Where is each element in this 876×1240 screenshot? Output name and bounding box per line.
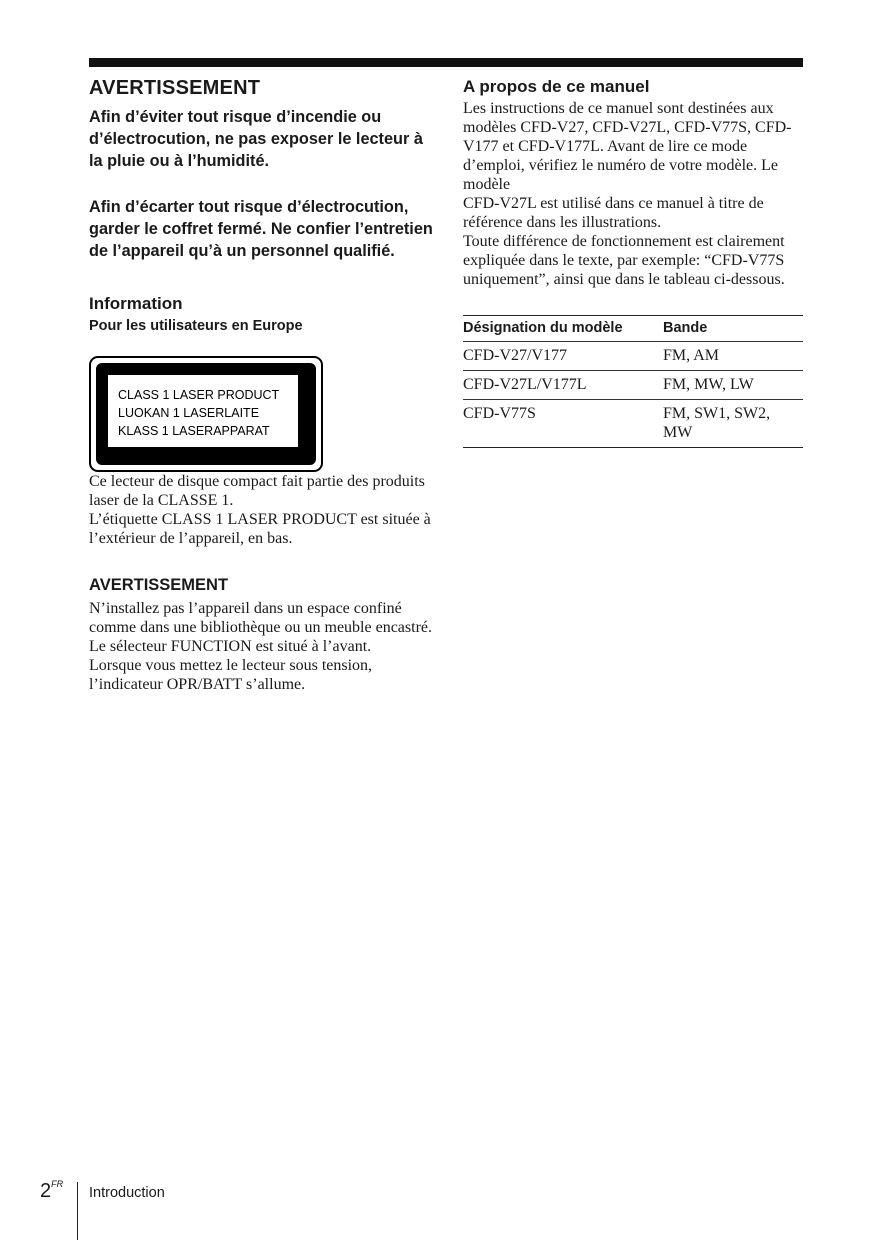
page-number-value: 2 (40, 1180, 52, 1202)
laser-label-line: KLASS 1 LASERAPPARAT (118, 424, 270, 438)
table-row (463, 371, 803, 400)
laser-product-label (89, 356, 323, 472)
table-cell-model: CFD-V27L/V177L (463, 371, 663, 400)
warning-text-electrocution: Afin d’écarter tout risque d’électrocution, garder le coffret fermé. Ne confier l’entretien de l’appareil qu’à un personnel qualifié. (89, 198, 433, 260)
table-cell-model: CFD-V77S (463, 400, 663, 448)
information-subtitle: Pour les utilisateurs en Europe (89, 318, 303, 334)
opr-batt-paragraph: Lorsque vous mettez le lecteur sous tension, l’indicateur OPR/BATT s’allume. (89, 657, 373, 693)
laser-paragraph: Ce lecteur de disque compact fait partie des produits laser de la CLASSE 1. (89, 473, 425, 509)
warning-title-installation: AVERTISSEMENT (89, 576, 229, 594)
installation-warning-text: N’installez pas l’appareil dans un espace confiné comme dans une bibliothèque ou un meuble encastré. (89, 600, 433, 636)
table-cell-band: FM, AM (663, 342, 803, 371)
table-row (463, 400, 803, 448)
table-header-band: Bande (663, 316, 803, 342)
header-rule (89, 58, 803, 67)
about-manual-paragraph: CFD-V27L est utilisé dans ce manuel à titre de référence dans les illustrations. (463, 195, 764, 231)
page-number (40, 1180, 63, 1203)
model-band-table (463, 315, 803, 448)
table-header-row (463, 316, 803, 342)
footer-section-label: Introduction (89, 1185, 165, 1201)
table-cell-band: FM, MW, LW (663, 371, 803, 400)
warning-title: AVERTISSEMENT (89, 77, 261, 99)
laser-label-location-paragraph: L’étiquette CLASS 1 LASER PRODUCT est située à l’extérieur de l’appareil, en bas. (89, 511, 431, 547)
laser-label-line: LUOKAN 1 LASERLAITE (118, 406, 260, 420)
function-selector-paragraph: Le sélecteur FUNCTION est situé à l’avant. (89, 638, 372, 655)
warning-text-fire: Afin d’éviter tout risque d’incendie ou d’électrocution, ne pas exposer le lecteur à la pluie ou à l’humidité. (89, 108, 423, 170)
page-language-suffix: FR (51, 1179, 64, 1190)
table-row (463, 342, 803, 371)
table-header-model: Désignation du modèle (463, 316, 663, 342)
table-cell-model: CFD-V27/V177 (463, 342, 663, 371)
table-cell-band: FM, SW1, SW2, MW (663, 400, 803, 448)
right-column (463, 74, 803, 448)
laser-label-line: CLASS 1 LASER PRODUCT (118, 388, 280, 402)
about-manual-title: A propos de ce manuel (463, 77, 650, 96)
about-manual-paragraph: Toute différence de fonctionnement est clairement expliquée dans le texte, par exemple: “CFD-V77S uniquement”, ainsi que dans le tableau ci-dessous. (463, 233, 785, 288)
about-manual-paragraph: Les instructions de ce manuel sont destinées aux modèles CFD-V27, CFD-V27L, CFD-V77S, CFD-V177 et CFD-V177L. Avant de lire ce mode d’emploi, vérifiez le numéro de votre modèle. Le modèle (463, 100, 792, 193)
footer-divider (77, 1182, 78, 1240)
laser-label-text (108, 375, 298, 447)
left-column (89, 74, 434, 694)
information-title: Information (89, 294, 183, 313)
